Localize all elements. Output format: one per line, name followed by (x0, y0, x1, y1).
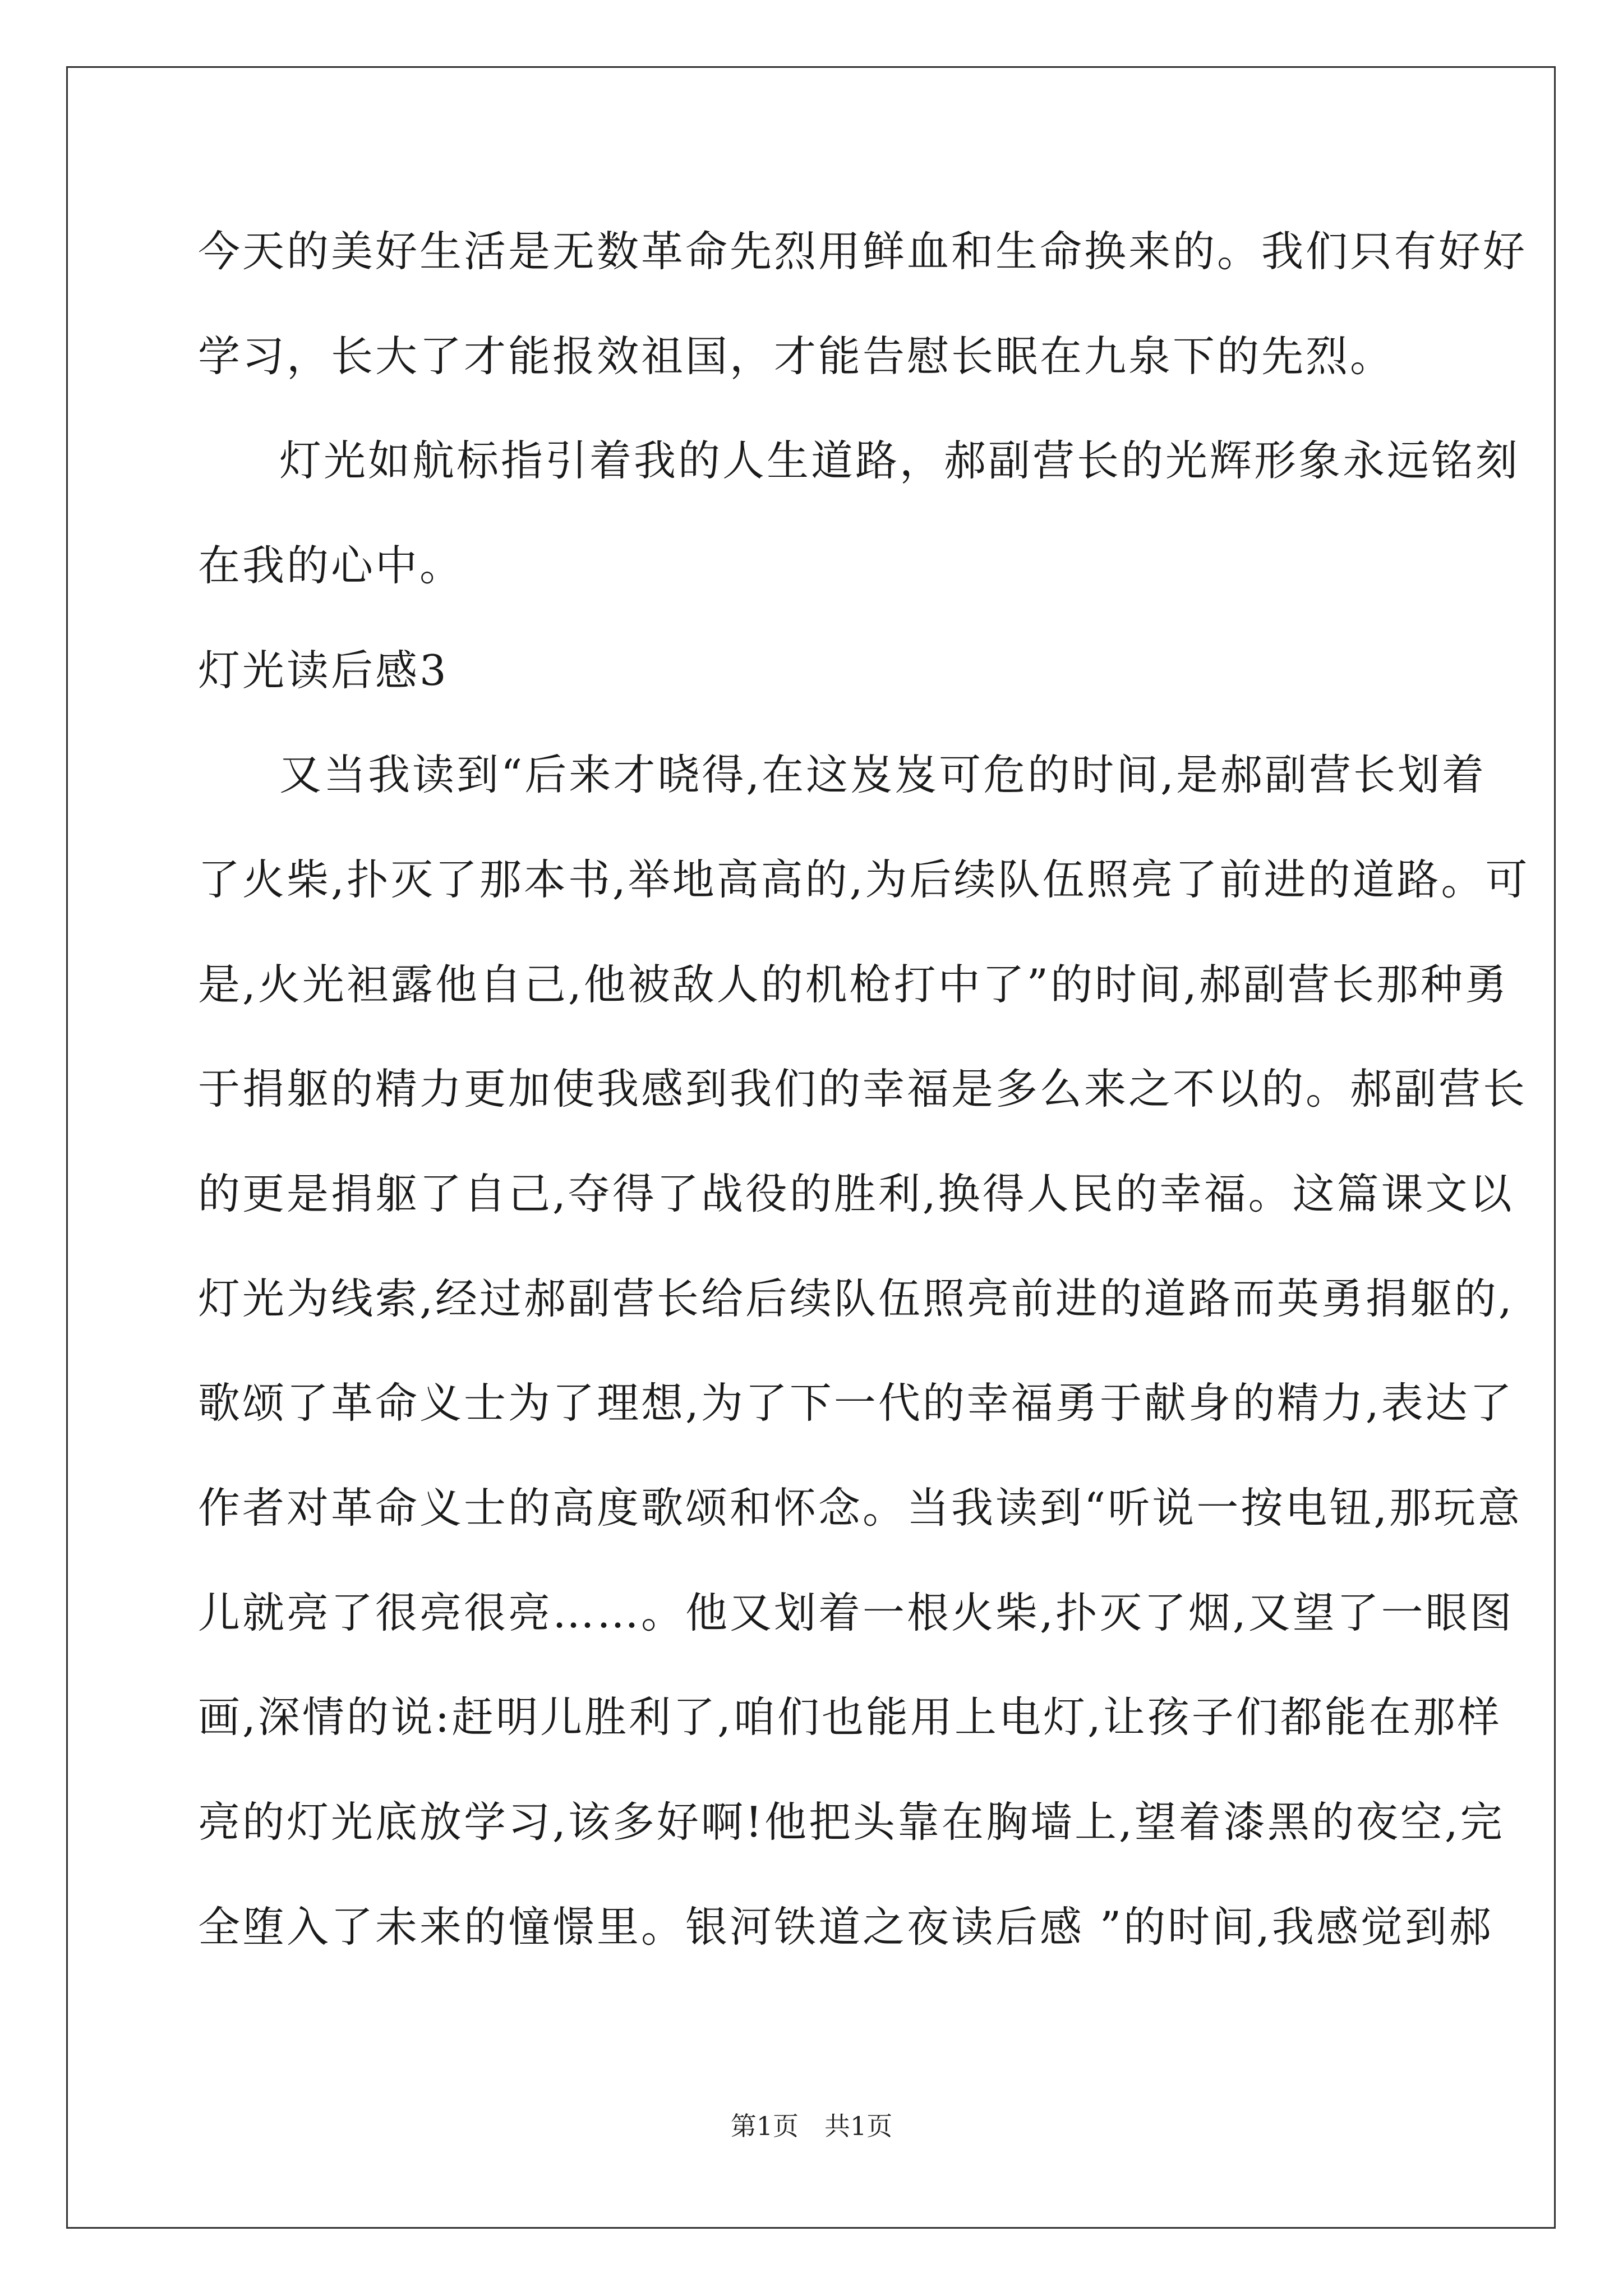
section-heading: 灯光读后感3 (198, 646, 449, 695)
page-number: 第1页 共1页 (730, 2111, 893, 2141)
text-line: 儿就亮了很亮很亮……。他又划着一根火柴,扑灭了烟,又望了一眼图 (198, 1588, 1514, 1637)
text-line: 的更是捐躯了自己,夺得了战役的胜利,换得人民的幸福。这篇课文以 (198, 1169, 1514, 1218)
text-line: 灯光为线索,经过郝副营长给后续队伍照亮前进的道路而英勇捐躯的, (198, 1274, 1514, 1323)
text-line: 是,火光袒露他自己,他被敌人的机枪打中了”的时间,郝副营长那种勇 (198, 960, 1509, 1009)
text-line: 全堕入了未来的憧憬里。银河铁道之夜读后感 ”的时间,我感觉到郝 (198, 1902, 1494, 1952)
text-line: 灯光如航标指引着我的人生道路，郝副营长的光辉形象永远铭刻 (279, 436, 1520, 485)
page-footer (0, 2109, 1623, 2143)
text-line: 作者对革命义士的高度歌颂和怀念。当我读到“听说一按电钮,那玩意 (198, 1483, 1523, 1533)
text-line: 学习，长大了才能报效祖国，才能告慰长眠在九泉下的先烈。 (198, 332, 1395, 381)
text-line: 歌颂了革命义士为了理想,为了下一代的幸福勇于献身的精力,表达了 (198, 1378, 1514, 1428)
text-line: 亮的灯光底放学习,该多好啊!他把头靠在胸墙上,望着漆黑的夜空,完 (198, 1797, 1505, 1847)
text-line: 又当我读到“后来才晓得,在这岌岌可危的时间,是郝副营长划着 (279, 750, 1487, 799)
text-line: 今天的美好生活是无数革命先烈用鲜血和生命换来的。我们只有好好 (198, 227, 1528, 276)
text-line: 在我的心中。 (198, 541, 464, 590)
text-line: 于捐躯的精力更加使我感到我们的幸福是多么来之不以的。郝副营长 (198, 1064, 1528, 1114)
text-line: 了火柴,扑灭了那本书,举地高高的,为后续队伍照亮了前进的道路。可 (198, 855, 1530, 904)
text-line: 画,深情的说:赶明儿胜利了,咱们也能用上电灯,让孩子们都能在那样 (198, 1692, 1502, 1742)
